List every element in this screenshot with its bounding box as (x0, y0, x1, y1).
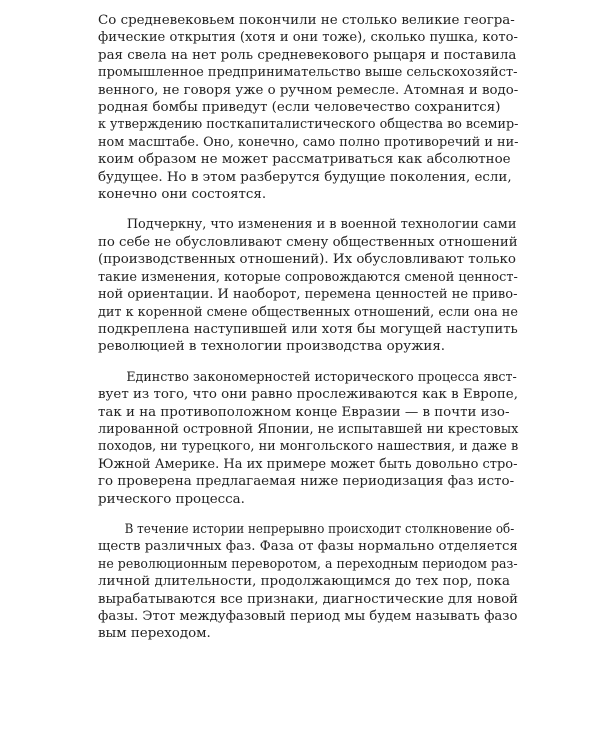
text-line: конечно они состоятся. (98, 187, 267, 203)
text-line: ном масштабе. Оно, конечно, само полно противоречий и ни- (98, 134, 519, 150)
text-line: подкреплена наступившей или хотя бы могущей наступить (98, 321, 518, 337)
text-line: вым переходом. (98, 626, 211, 642)
text-line: фазы. Этот междуфазовый период мы будем называть фазо (98, 609, 518, 624)
text-line: В течение истории непрерывно происходит столкновение об- (124, 521, 515, 537)
text-line: к утверждению посткапиталистического общества во всемир- (98, 117, 519, 133)
text-line: родная бомбы приведут (если человечество сохранится) (98, 100, 501, 116)
text-line: Единство закономерностей исторического процесса явст- (126, 369, 517, 385)
text-line: личной длительности, продолжающимся до тех пор, пока (98, 574, 511, 590)
text-line: (производственных отношений). Их обусловливают только (98, 252, 516, 268)
text-line: такие изменения, которые сопровождаются сменой ценност- (98, 269, 518, 285)
text-line: будущее. Но в этом разберутся будущие поколения, если, (98, 169, 512, 185)
text-line: венного, не говоря уже о ручном ремесле. Атомная и водо- (98, 82, 519, 98)
text-line: дит к коренной смене общественных отношений, если она не (98, 304, 518, 320)
text-line: походов, ни турецкого, ни монгольского нашествия, и даже в (98, 439, 519, 455)
text-line: вырабатываются все признаки, диагностические для новой (98, 591, 519, 607)
text-line: го проверена предлагаемая ниже периодизация фаз исто- (98, 474, 515, 490)
text-line: рического процесса. (98, 491, 245, 507)
text-line: так и на противоположном конце Евразии — в почти изо- (98, 404, 510, 420)
paragraph-2 (98, 216, 518, 355)
paragraph-1 (98, 12, 518, 203)
paragraph-3 (98, 369, 518, 508)
text-line: ной ориентации. И наоборот, перемена ценностей не приво- (98, 287, 518, 303)
text-line: лированной островной Японии, не испытавшей ни крестовых (98, 421, 519, 437)
body-text (98, 12, 518, 656)
text-line: фические открытия (хотя и они тоже), сколько пушка, кото- (98, 30, 518, 46)
text-line: промышленное предпринимательство выше сельскохозяйст- (98, 65, 518, 81)
text-line: не революционным переворотом, а переходным периодом раз- (98, 556, 518, 572)
text-line: коим образом не может рассматриваться как абсолютное (98, 152, 511, 168)
text-line: Со средневековьем покончили не столько великие геогра- (98, 13, 515, 28)
text-line: по себе не обусловливают смену общественных отношений (98, 234, 518, 250)
text-line: ществ различных фаз. Фаза от фазы нормально отделяется (98, 539, 518, 555)
text-line: Подчеркну, что изменения и в военной технологии сами (126, 217, 517, 233)
text-line: революцией в технологии производства оружия. (98, 339, 446, 355)
text-line: Южной Америке. На их примере может быть довольно стро- (98, 456, 518, 472)
paragraph-4 (98, 521, 518, 643)
text-line: вует из того, что они равно прослеживаются как в Европе, (98, 387, 518, 403)
text-line: рая свела на нет роль средневекового рыцаря и поставила (98, 47, 517, 63)
